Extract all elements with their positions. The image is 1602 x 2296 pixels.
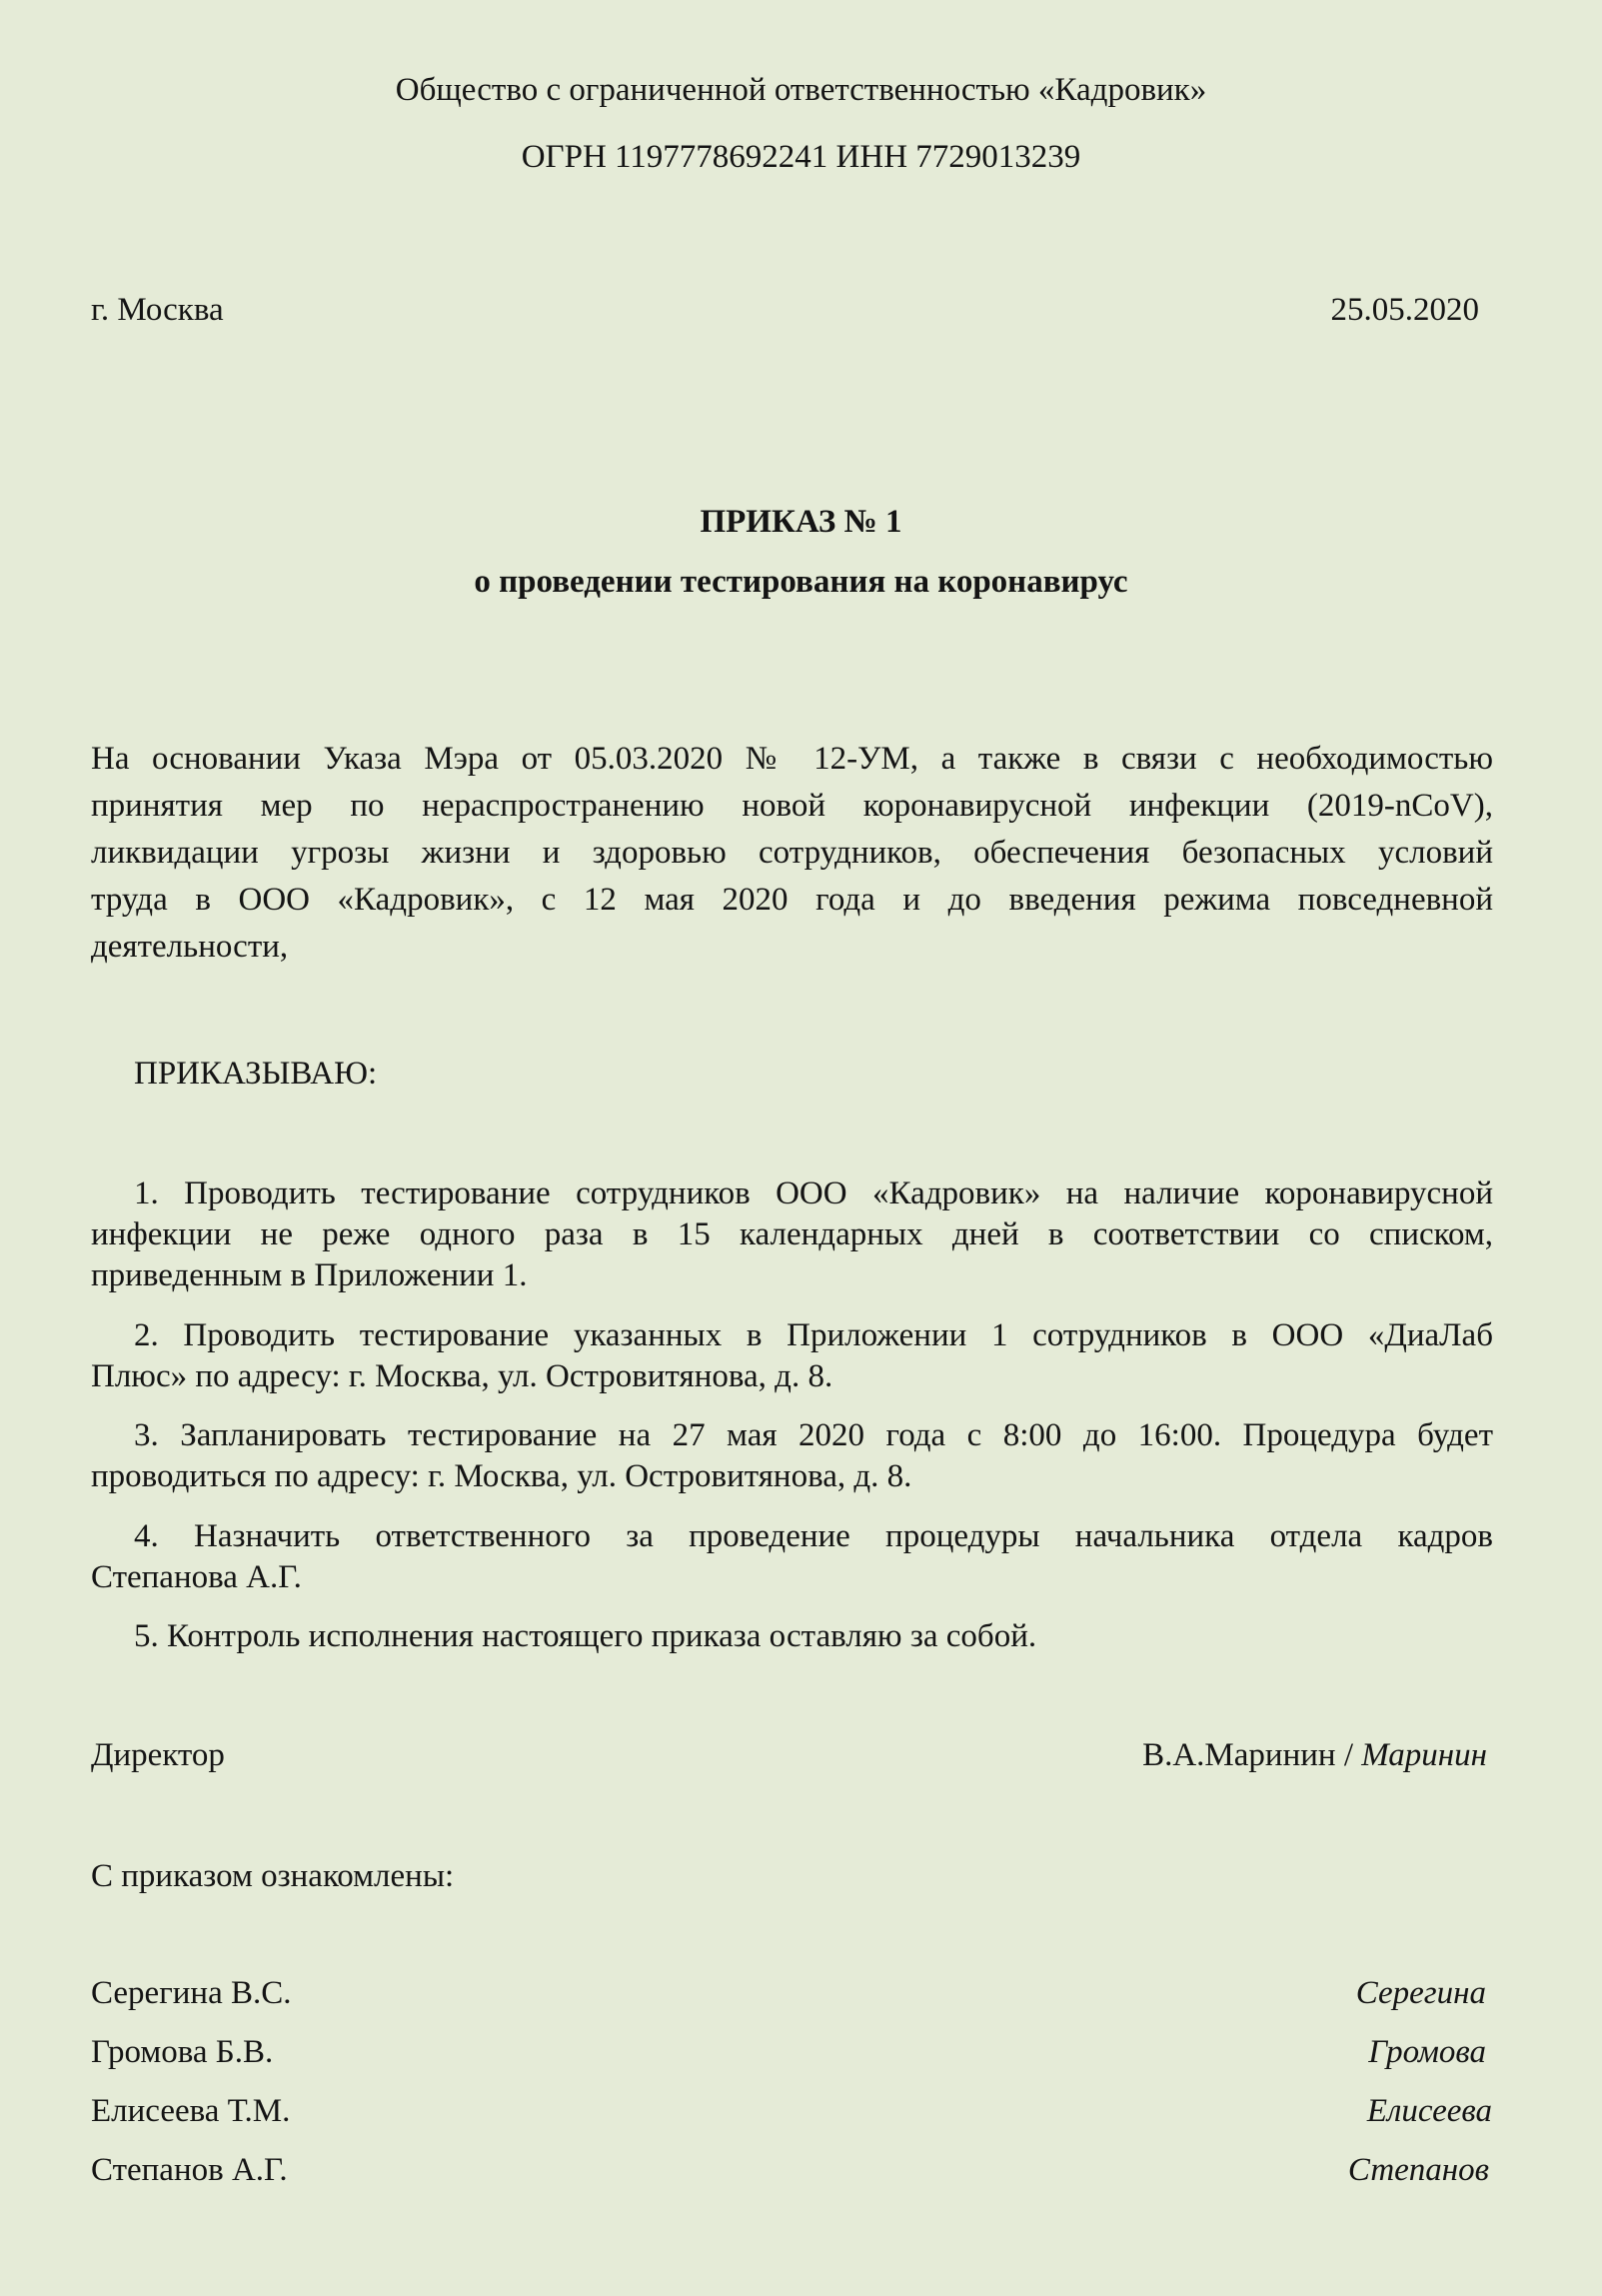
director-signature-block xyxy=(899,1735,1487,1775)
preamble-line: ликвидации угрозы жизни и здоровью сотрудников, обеспечения безопасных условий xyxy=(91,835,1493,871)
place: г. Москва xyxy=(91,292,224,328)
acknowledged-signature: Елисеева xyxy=(1366,2093,1492,2129)
document-subtitle: о проведении тестирования на коронавирус xyxy=(474,564,1128,600)
preamble-line: На основании Указа Мэра от 05.03.2020 № 12-УМ, а также в связи с необходимостью xyxy=(91,741,1493,777)
preamble-line: труда в ООО «Кадровик», с 12 мая 2020 года и до введения режима повседневной xyxy=(91,882,1493,918)
acknowledged-signature: Степанов xyxy=(1347,2152,1489,2188)
order-item-line: 4. Назначить ответственного за проведение процедуры начальника отдела кадров xyxy=(134,1518,1493,1554)
acknowledged-name: Громова Б.В. xyxy=(91,2034,274,2070)
order-item-line: Плюс» по адресу: г. Москва, ул. Островитянова, д. 8. xyxy=(91,1358,833,1394)
preamble-line: деятельности, xyxy=(91,929,289,965)
registration-numbers: ОГРН 1197778692241 ИНН 7729013239 xyxy=(521,139,1081,175)
preamble-line: принятия мер по нераспространению новой коронавирусной инфекции (2019-nCoV), xyxy=(91,788,1493,824)
acknowledged-name: Степанов А.Г. xyxy=(91,2152,288,2188)
order-item-line: 2. Проводить тестирование указанных в Приложении 1 сотрудников в ООО «ДиаЛаб xyxy=(134,1317,1493,1353)
order-item-line: 1. Проводить тестирование сотрудников ООО «Кадровик» на наличие коронавирусной xyxy=(134,1175,1493,1211)
acknowledged-label: С приказом ознакомлены: xyxy=(91,1858,455,1894)
order-item-line: 3. Запланировать тестирование на 27 мая 2020 года с 8:00 до 16:00. Процедура будет xyxy=(134,1417,1493,1453)
director-name: В.А.Маринин / xyxy=(1142,1737,1353,1773)
order-word: ПРИКАЗЫВАЮ: xyxy=(134,1056,378,1092)
acknowledged-name: Елисеева Т.М. xyxy=(91,2093,291,2129)
order-item-line: Степанова А.Г. xyxy=(91,1559,302,1595)
order-item-line: 5. Контроль исполнения настоящего приказа оставляю за собой. xyxy=(134,1618,1037,1654)
director-position: Директор xyxy=(91,1737,225,1773)
document-title: ПРИКАЗ № 1 xyxy=(700,504,902,540)
acknowledged-signature: Серегина xyxy=(1355,1975,1486,2011)
acknowledged-name: Серегина В.С. xyxy=(91,1975,292,2011)
order-item-line: приведенным в Приложении 1. xyxy=(91,1257,528,1293)
acknowledged-signature: Громова xyxy=(1368,2034,1486,2070)
order-item-line: проводиться по адресу: г. Москва, ул. Островитянова, д. 8. xyxy=(91,1458,912,1494)
director-signature: Маринин xyxy=(1361,1737,1487,1773)
date: 25.05.2020 xyxy=(1330,292,1479,328)
organization-name: Общество с ограниченной ответственностью «Кадровик» xyxy=(395,72,1207,108)
order-item-line: инфекции не реже одного раза в 15 календарных дней в соответствии со списком, xyxy=(91,1216,1493,1252)
